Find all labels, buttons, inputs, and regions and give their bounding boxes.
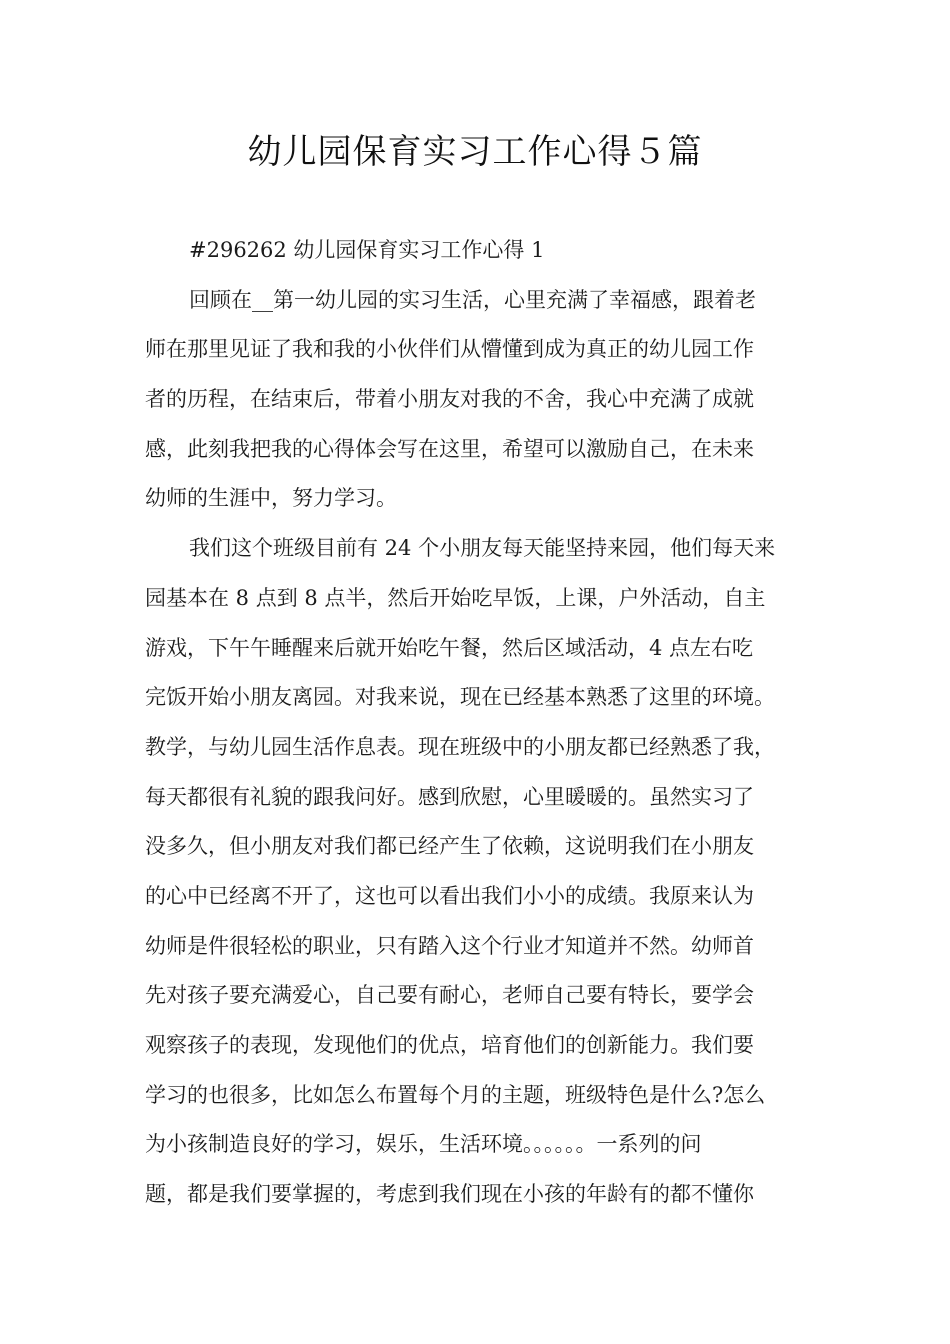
paragraph-line: 幼师是件很轻松的职业，只有踏入这个行业才知道并不然。幼师首 — [145, 933, 754, 958]
paragraph-line: 回顾在__第一幼儿园的实习生活，心里充满了幸福感，跟着老 — [189, 287, 756, 312]
paragraph-line: 园基本在 8 点到 8 点半，然后开始吃早饭，上课，户外活动，自主 — [145, 585, 766, 610]
paragraph-line: 每天都很有礼貌的跟我问好。感到欣慰，心里暖暖的。虽然实习了 — [145, 784, 754, 809]
paragraph-line: 幼师的生涯中，努力学习。 — [145, 486, 397, 511]
paragraph-line: 感，此刻我把我的心得体会写在这里，希望可以激励自己，在未来 — [145, 436, 754, 461]
paragraph-line: 教学，与幼儿园生活作息表。现在班级中的小朋友都已经熟悉了我， — [145, 734, 775, 759]
paragraph-line: 没多久，但小朋友对我们都已经产生了依赖，这说明我们在小朋友 — [145, 834, 754, 859]
paragraph-line: 师在那里见证了我和我的小伙伴们从懵懂到成为真正的幼儿园工作 — [145, 337, 754, 362]
paragraph-line: 者的历程，在结束后，带着小朋友对我的不舍，我心中充满了成就 — [145, 387, 754, 412]
paragraph-line: 我们这个班级目前有 24 个小朋友每天能坚持来园，他们每天来 — [189, 536, 776, 561]
section-heading: #296262 幼儿园保育实习工作心得 1 — [189, 238, 545, 262]
document-title: 幼儿园保育实习工作心得５篇 — [247, 132, 703, 172]
paragraph-line: 为小孩制造良好的学习，娱乐，生活环境。。。。。。一系列的问 — [145, 1132, 702, 1157]
paragraph-line: 游戏，下午午睡醒来后就开始吃午餐，然后区域活动，4 点左右吃 — [145, 635, 754, 660]
paragraph-line: 的心中已经离不开了，这也可以看出我们小小的成绩。我原来认为 — [145, 883, 754, 908]
paragraph-line: 观察孩子的表现，发现他们的优点，培育他们的创新能力。我们要 — [145, 1033, 754, 1057]
paragraph-line: 学习的也很多，比如怎么布置每个月的主题，班级特色是什么?怎么 — [145, 1082, 766, 1107]
paragraph-line: 先对孩子要充满爱心，自己要有耐心，老师自己要有特长，要学会 — [145, 983, 754, 1008]
paragraph-line: 题，都是我们要掌握的，考虑到我们现在小孩的年龄有的都不懂你 — [145, 1182, 754, 1207]
document-body — [145, 226, 835, 1220]
paragraph-line: 完饭开始小朋友离园。对我来说，现在已经基本熟悉了这里的环境。 — [145, 685, 775, 710]
